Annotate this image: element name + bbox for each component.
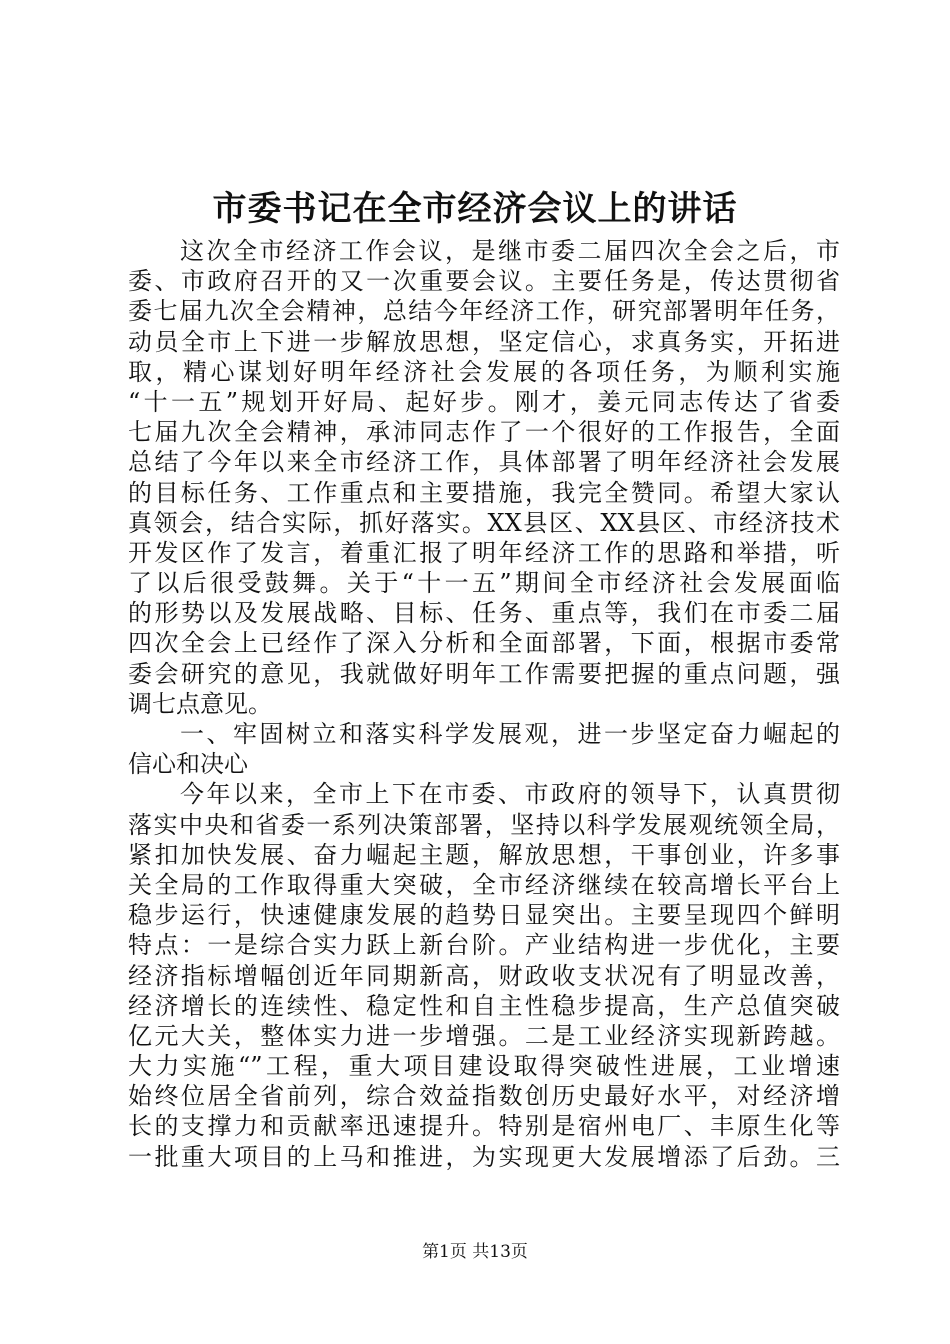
body-line: 落实中央和省委一系列决策部署，坚持以科学发展观统领全局， <box>128 810 840 839</box>
body-line: 委、市政府召开的又一次重要会议。主要任务是，传达贯彻省 <box>128 267 840 296</box>
body-line: 经济增长的连续性、稳定性和自主性稳步提高，生产总值突破 <box>128 991 840 1020</box>
body-line: 大力实施“”工程，重大项目建设取得突破性进展，工业增速 <box>128 1052 840 1081</box>
body-line: 真领会，结合实际，抓好落实。XX县区、XX县区、市经济技术 <box>128 508 840 537</box>
body-line: 长的支撑力和贡献率迅速提升。特别是宿州电厂、丰原生化等 <box>128 1112 840 1141</box>
body-line: 调七点意见。 <box>128 689 272 718</box>
section-heading-line: 一、牢固树立和落实科学发展观，进一步坚定奋力崛起的 <box>180 720 840 748</box>
document-title: 市委书记在全市经济会议上的讲话 <box>212 189 738 229</box>
body-line: 的目标任务、工作重点和主要措施，我完全赞同。希望大家认 <box>128 478 840 507</box>
body-line: 这次全市经济工作会议，是继市委二届四次全会之后，市 <box>180 237 840 265</box>
body-line: 了以后很受鼓舞。关于“十一五”期间全市经济社会发展面临 <box>128 569 840 598</box>
body-line: 动员全市上下进一步解放思想，坚定信心，求真务实，开拓进 <box>128 327 840 356</box>
body-line: 四次全会上已经作了深入分析和全面部署，下面，根据市委常 <box>128 629 840 658</box>
body-line: 总结了今年以来全市经济工作，具体部署了明年经济社会发展 <box>128 448 840 477</box>
body-line: 关全局的工作取得重大突破，全市经济继续在较高增长平台上 <box>128 870 840 899</box>
body-line: 紧扣加快发展、奋力崛起主题，解放思想，干事创业，许多事 <box>128 840 840 869</box>
body-line: 一批重大项目的上马和推进，为实现更大发展增添了后劲。三 <box>128 1142 840 1171</box>
section-heading-line: 信心和决心 <box>128 750 248 779</box>
body-line: 取，精心谋划好明年经济社会发展的各项任务，为顺利实施 <box>128 357 840 386</box>
body-line: 经济指标增幅创近年同期新高，财政收支状况有了明显改善， <box>128 961 840 990</box>
body-line: 委会研究的意见，我就做好明年工作需要把握的重点问题，强 <box>128 659 840 688</box>
body-line: 亿元大关，整体实力进一步增强。二是工业经济实现新跨越。 <box>128 1021 840 1050</box>
body-line: 七届九次全会精神，承沛同志作了一个很好的工作报告，全面 <box>128 418 840 447</box>
body-line: 委七届九次全会精神，总结今年经济工作，研究部署明年任务， <box>128 297 840 326</box>
body-line: 稳步运行，快速健康发展的趋势日显突出。主要呈现四个鲜明 <box>128 901 840 930</box>
body-line: 今年以来，全市上下在市委、市政府的领导下，认真贯彻 <box>180 780 840 809</box>
body-line: 开发区作了发言，着重汇报了明年经济工作的思路和举措，听 <box>128 538 840 567</box>
body-line: “十一五”规划开好局、起好步。刚才，姜元同志传达了省委 <box>128 387 840 416</box>
body-line: 始终位居全省前列，综合效益指数创历史最好水平，对经济增 <box>128 1082 840 1111</box>
document-body <box>128 236 840 1172</box>
body-line: 的形势以及发展战略、目标、任务、重点等，我们在市委二届 <box>128 599 840 628</box>
page-number-footer: 第1页 共13页 <box>422 1242 528 1262</box>
body-line: 特点：一是综合实力跃上新台阶。产业结构进一步优化，主要 <box>128 931 840 960</box>
